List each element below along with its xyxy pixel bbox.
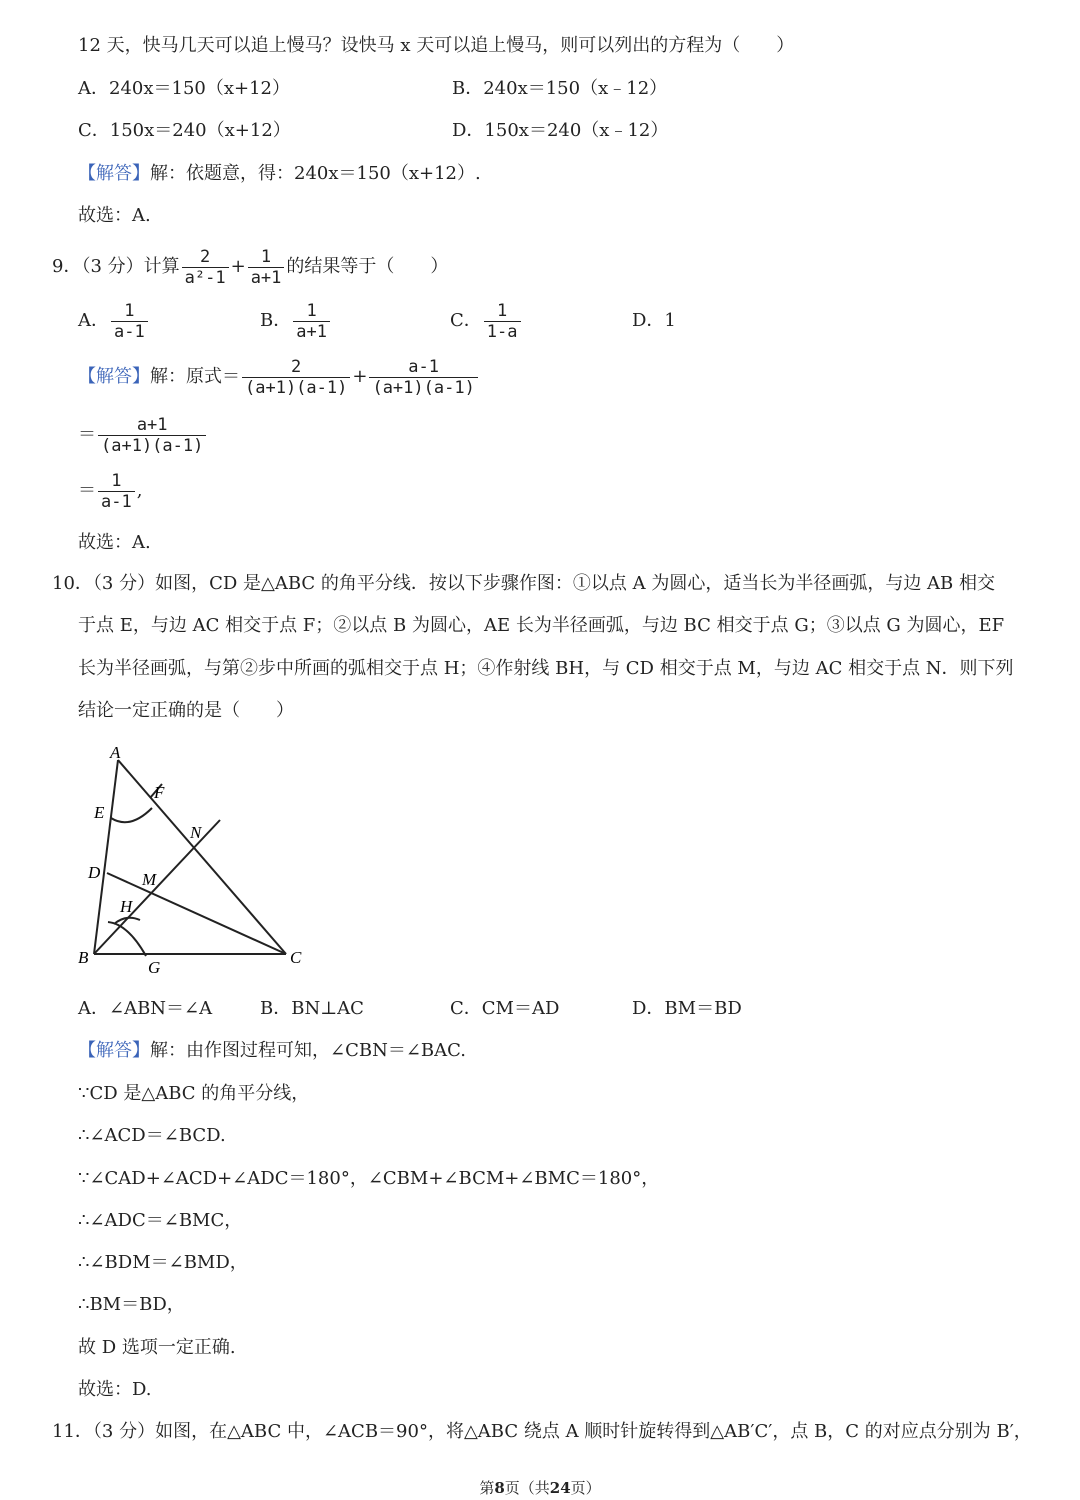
arc-ef (111, 808, 152, 822)
option-fraction (111, 301, 148, 342)
q10-stem-line-1: 10．（3 分）如图，CD 是△ABC 的角平分线．按以下步骤作图：①以点 A 为圆心，适当长为半径画弧，与边 AB 相交 (52, 573, 996, 594)
fraction-numerator: 2 (291, 356, 302, 377)
option-label: B． (260, 310, 292, 331)
answer-text: 解：由作图过程可知，∠CBN＝∠BAC. (150, 1040, 466, 1061)
q9-prefix: 9．（3 分）计算 (52, 256, 180, 277)
q9-option-d: D．1 (632, 310, 676, 331)
q9-option-c (450, 296, 523, 346)
footer-prefix: 第 (479, 1479, 495, 1497)
q9-suffix: 的结果等于（ ） (286, 256, 449, 277)
q10-step-5: ∴∠BDM＝∠BMD， (78, 1252, 248, 1273)
q10-step-8: 故选：D. (78, 1379, 152, 1400)
fraction-numerator: 1 (111, 470, 122, 491)
q10-step-4: ∴∠ADC＝∠BMC， (78, 1210, 243, 1231)
q8-option-d: D．150x＝240（x﹣12） (452, 120, 669, 141)
q10-step-1: ∵CD 是△ABC 的角平分线， (78, 1083, 310, 1104)
option-label: C． (450, 310, 482, 331)
q9-option-a (78, 296, 150, 346)
plus-sign: + (230, 256, 246, 277)
label-b: B (78, 948, 89, 967)
q10-step-2: ∴∠ACD＝∠BCD. (78, 1125, 226, 1146)
footer-suffix: 页） (570, 1479, 601, 1497)
q8-option-b: B．240x＝150（x﹣12） (452, 78, 668, 99)
q8-option-a: A．240x＝150（x+12） (78, 78, 291, 99)
arc-gh (108, 922, 146, 956)
q9-final: 故选：A. (78, 532, 151, 553)
q10-answer (78, 1040, 466, 1062)
label-g: G (148, 958, 161, 977)
q10-stem-line-2: 于点 E，与边 AC 相交于点 F；②以点 B 为圆心，AE 长为半径画弧，与边 BC 相交于点 G；③以点 G 为圆心，EF (78, 615, 1005, 636)
q10-option-c: C．CM＝AD (450, 998, 560, 1019)
q10-geometry-figure (70, 738, 330, 978)
q10-option-b: B．BN⊥AC (260, 998, 364, 1019)
fraction-numerator: a-1 (408, 356, 439, 377)
fraction-denominator: (a+1)(a-1) (242, 377, 350, 398)
answer-tag: 【解答】 (78, 1040, 150, 1061)
side-ab (94, 760, 118, 954)
fraction-numerator: 1 (124, 300, 135, 321)
option-fraction (484, 301, 521, 342)
label-a: A (110, 743, 121, 762)
total-pages: 24 (549, 1479, 571, 1497)
label-m: M (142, 870, 157, 889)
arc-h-mark (114, 918, 140, 924)
fraction-denominator: a²-1 (182, 267, 229, 288)
option-label: A． (78, 310, 109, 331)
answer-tag: 【解答】 (78, 163, 150, 184)
fraction-numerator: 2 (199, 246, 211, 267)
footer-middle: 页（共 (504, 1479, 550, 1497)
fraction-denominator: (a+1)(a-1) (98, 435, 206, 456)
q10-step-3: ∵∠CAD+∠ACD+∠ADC＝180°，∠CBM+∠BCM+∠BMC＝180°， (78, 1168, 660, 1189)
q9-answer-step2 (78, 410, 208, 460)
q10-option-d: D．BM＝BD (632, 998, 742, 1019)
label-c: C (290, 948, 302, 967)
equals-sign: ＝ (78, 480, 96, 501)
label-h: H (120, 897, 133, 916)
answer-text: 解：依题意，得：240x＝150（x+12）. (150, 163, 481, 184)
fraction-numerator: 1 (306, 300, 317, 321)
q10-step-7: 故 D 选项一定正确. (78, 1337, 236, 1358)
answer-tag: 【解答】 (78, 366, 150, 387)
fraction-numerator: a+1 (136, 414, 168, 435)
step2-fraction (98, 415, 206, 456)
segment-cd (107, 873, 286, 954)
step3-fraction (98, 471, 135, 512)
option-fraction (293, 301, 330, 342)
side-ac (118, 760, 286, 954)
q9-option-b (260, 296, 332, 346)
fraction-denominator: (a+1)(a-1) (369, 377, 477, 398)
fraction-numerator: 1 (497, 300, 508, 321)
fraction-denominator: a-1 (98, 491, 135, 512)
q10-stem-line-4: 结论一定正确的是（ ） (78, 700, 294, 721)
q10-option-a: A．∠ABN＝∠A (78, 998, 213, 1019)
q11-stem: 11．（3 分）如图，在△ABC 中，∠ACB＝90°，将△ABC 绕点 A 顺时针旋转得到△AB′C′，点 B，C 的对应点分别为 B′， (52, 1421, 1032, 1442)
step1-fraction-1 (242, 357, 350, 398)
step1-fraction-2 (369, 357, 477, 398)
q8-answer (78, 163, 481, 185)
q8-final: 故选：A. (78, 205, 151, 226)
q9-answer-step1 (78, 352, 480, 402)
fraction-denominator: 1-a (484, 321, 521, 342)
q9-fraction-2 (248, 247, 285, 288)
plus-sign: + (352, 366, 368, 387)
q9-stem (52, 238, 448, 296)
fraction-denominator: a-1 (111, 321, 148, 342)
page-number: 8 (494, 1479, 505, 1497)
q9-answer-step3 (78, 466, 142, 516)
q9-fraction-1 (182, 247, 229, 288)
fraction-numerator: 1 (260, 246, 272, 267)
page-footer (0, 1477, 1080, 1498)
fraction-denominator: a+1 (293, 321, 330, 342)
q10-stem-line-3: 长为半径画弧，与第②步中所画的弧相交于点 H；④作射线 BH，与 CD 相交于点 M，与边 AC 相交于点 N．则下列 (78, 658, 1014, 679)
label-n: N (190, 823, 202, 842)
label-d: D (88, 863, 101, 882)
fraction-denominator: a+1 (248, 267, 285, 288)
answer-lead: 解：原式＝ (150, 366, 240, 387)
label-e: E (94, 803, 105, 822)
equals-sign: ＝ (78, 424, 96, 445)
q8-stem-tail: 12 天，快马几天可以追上慢马？设快马 x 天可以追上慢马，则可以列出的方程为（ ） (78, 35, 795, 56)
label-f: F (154, 783, 165, 802)
q10-step-6: ∴BM＝BD， (78, 1294, 185, 1315)
trailing-comma: , (136, 480, 143, 501)
q8-option-c: C．150x＝240（x+12） (78, 120, 291, 141)
